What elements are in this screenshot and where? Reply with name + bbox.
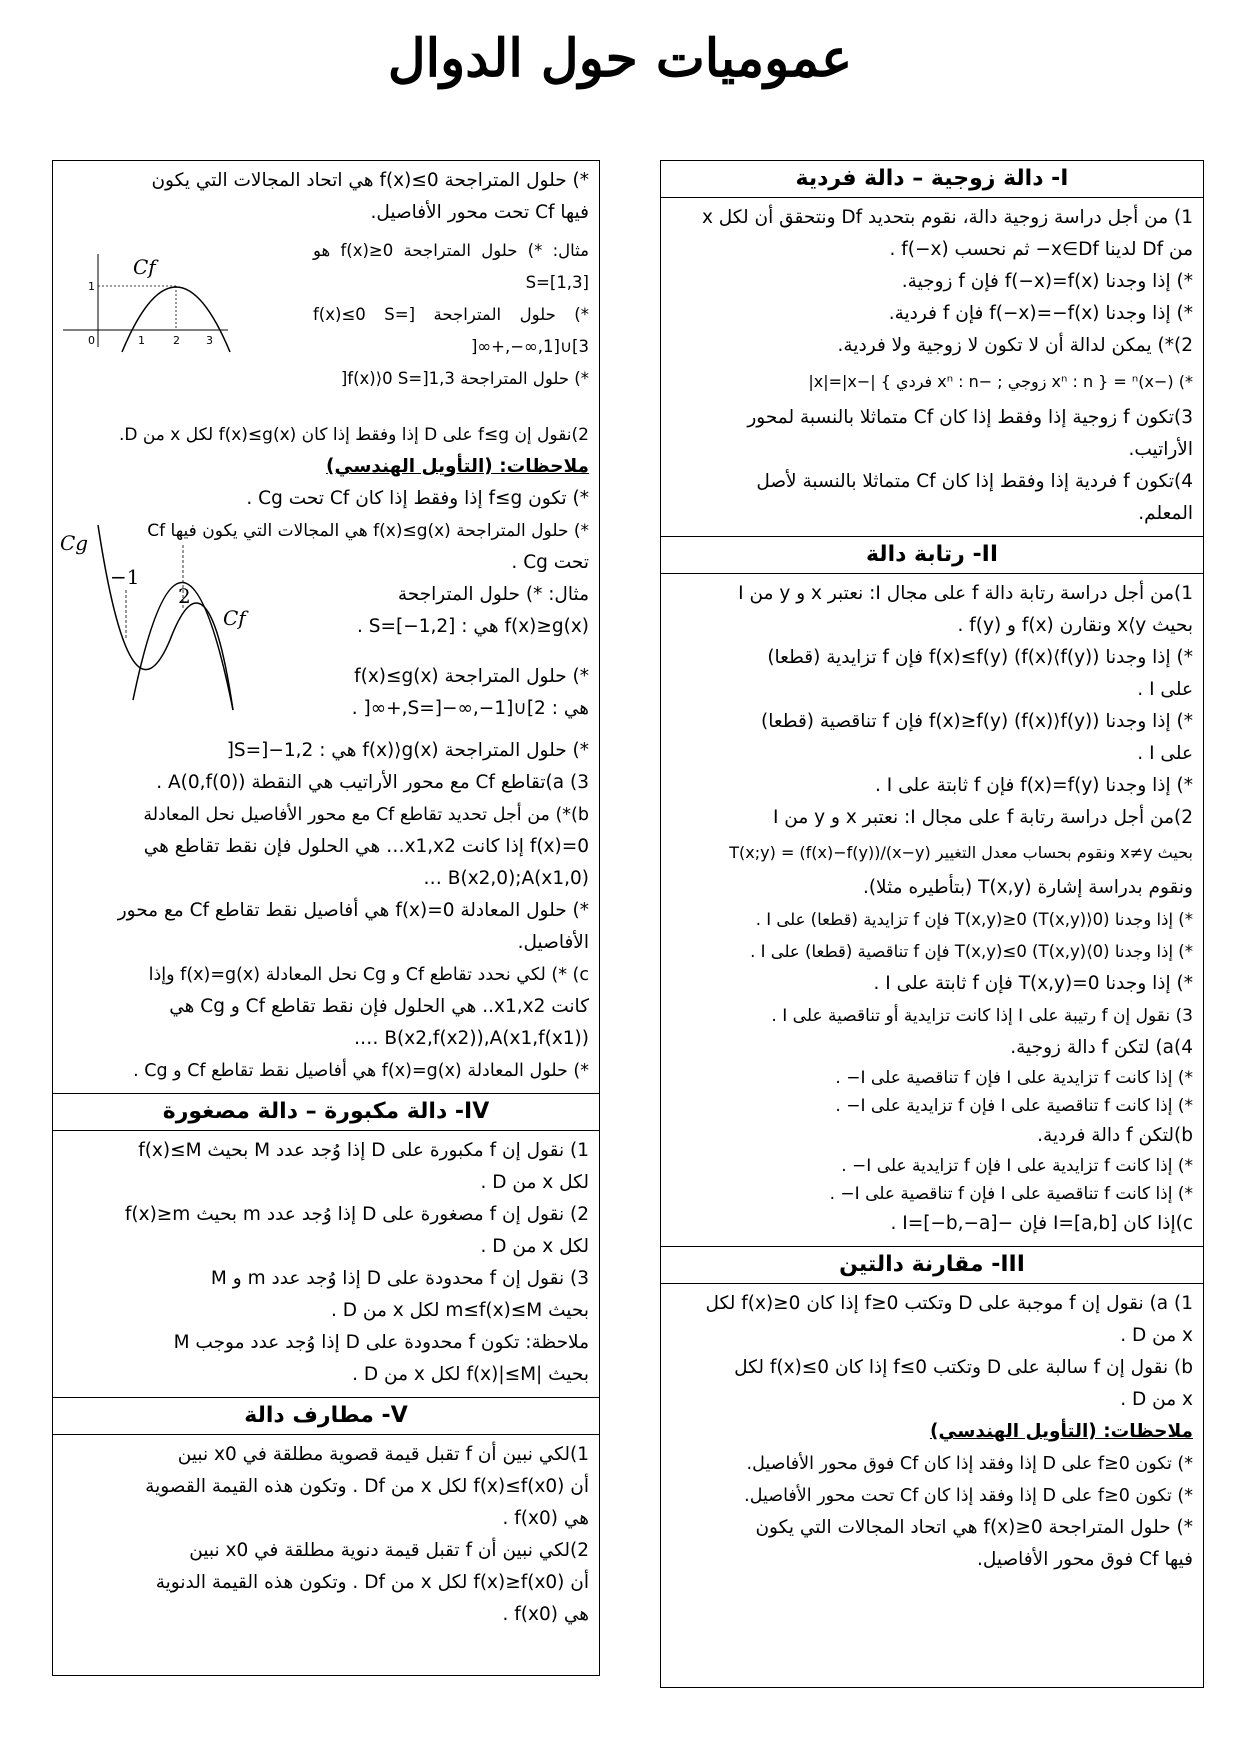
- text-line: على I .: [1137, 679, 1193, 700]
- text-line: b)*) من أجل تحديد تقاطع Cf مع محور الأفاصيل نحل المعادلة: [143, 805, 589, 825]
- section-header-bounded: IV- دالة مكبورة – دالة مصغورة: [53, 1093, 599, 1131]
- text-line: ملاحظات: (التأويل الهندسي): [326, 456, 589, 477]
- text-line: هي : S=]−∞,−1]∪[2,+∞[ .: [351, 698, 589, 719]
- section-bounded: [53, 1131, 599, 1397]
- text-line: *) إذا وجدنا f(−x)=−f(x) فإن f فردية.: [888, 303, 1193, 324]
- parabola-figure: [58, 252, 233, 357]
- text-line: *) حلول المتراجحة f(x)⟩g(x) هي : S=]−1,2[: [226, 740, 589, 761]
- section-monotonicity: [661, 574, 1203, 1246]
- text-line: *) حلول المعادلة f(x)=0 هي أفاصيل نقط تقاطع Cf مع محور: [117, 900, 589, 921]
- section-comparison: [661, 1284, 1203, 1582]
- text-line: *) حلول المتراجحة f(x)≤0 S=]−∞,1]∪[3,+∞[: [313, 305, 589, 356]
- text-line: 2)من أجل دراسة رتابة f على مجال I: نعتبر x و y من I: [772, 807, 1193, 828]
- tick-x1: 1: [138, 334, 145, 347]
- text-line: *) حلول المعادلة f(x)=g(x) هي أفاصيل نقط تقاطع Cf و Cg .: [133, 1061, 589, 1081]
- text-line: ونقوم بدراسة إشارة T(x,y) (بتأطيره مثلا).: [862, 877, 1193, 898]
- text-line: كانت x1,x2.. هي الحلول فإن نقط تقاطع Cf و Cg هي: [169, 996, 589, 1017]
- curve-label: Cf: [133, 255, 156, 279]
- text-line: بحيث |f(x)|≤M لكل x من D .: [352, 1364, 589, 1385]
- text-line: c) *) لكي نحدد تقاطع Cf و Cg نحل المعادلة f(x)=g(x) وإذا: [148, 965, 589, 985]
- curves-comparison-figure: [58, 520, 278, 720]
- section-header-comparison: III- مقارنة دالتين: [661, 1246, 1203, 1284]
- section-header-extrema: V- مطارف دالة: [53, 1397, 599, 1435]
- text-line: 3)تكون f زوجية إذا وفقط إذا كان Cf متماثلا بالنسبة لمحور: [747, 407, 1193, 428]
- text-line: لكل x من D .: [480, 1172, 589, 1193]
- text-line: الأفاصيل.: [517, 932, 589, 953]
- text-line: من Df لدينا x∈Df− ثم نحسب f(−x) .: [889, 239, 1193, 260]
- label-cf: Cf: [223, 606, 246, 630]
- text-line: f(x)≥g(x) هي : S=[−1,2] .: [357, 616, 589, 637]
- text-line: B(x2,f(x2)),A(x1,f(x1)) ….: [354, 1028, 589, 1049]
- text-line: هي f(x0) .: [502, 1508, 589, 1529]
- section-even-odd: [661, 198, 1203, 536]
- text-line: *) حلول المتراجحة f(x)⟩0 S=]1,3[: [340, 369, 589, 388]
- text-line: 1) a) نقول إن f موجبة على D وتكتب f≥0 إذا كان f(x)≥0 لكل: [705, 1293, 1193, 1314]
- text-line: 3) a)تقاطع Cf مع محور الأراتيب هي النقطة A(0,f(0)) .: [156, 772, 589, 793]
- text-line: *) إذا كانت f تزايدية على I فإن f تناقصية على I− .: [835, 1068, 1193, 1088]
- text-line: *) تكون f≥0 على D إذا وفقد إذا كان Cf فوق محور الأفاصيل.: [746, 1454, 1193, 1474]
- text-line: *) إذا وجدنا f(−x)=f(x) فإن f زوجية.: [901, 271, 1193, 292]
- text-line: b) نقول إن f سالبة على D وتكتب f≤0 إذا كان f(x)≤0 لكل: [734, 1357, 1193, 1378]
- text-line: B(x2,0);A(x1,0) …: [423, 868, 589, 889]
- text-line: بحيث x⟨y ونقارن f(x) و f(y) .: [957, 615, 1193, 636]
- text-line: *) إذا وجدنا f(x)=f(y) فإن f ثابتة على I .: [874, 775, 1193, 796]
- text-line: فيها Cf تحت محور الأفاصيل.: [370, 202, 589, 223]
- text-line: ملاحظة: تكون f محدودة على D إذا وُجد عدد موجب M: [173, 1332, 589, 1353]
- text-line: *) إذا وجدنا T(x,y)=0 فإن f ثابتة على I .: [873, 973, 1193, 994]
- text-line: 4)تكون f فردية إذا وفقط إذا كان Cf متماثلا بالنسبة لأصل: [756, 471, 1193, 492]
- text-line: *) (−x)ⁿ = { xⁿ : n زوجي ; −xⁿ : n فردي } |−x|=|x|: [808, 372, 1193, 391]
- text-line: x من D .: [1120, 1389, 1193, 1410]
- text-line: *) إذا كانت f تناقصية على I فإن f تناقصية على I− .: [829, 1184, 1193, 1204]
- text-line: فيها Cf فوق محور الأفاصيل.: [976, 1549, 1193, 1570]
- text-line: f(x)=0 إذا كانت x1,x2… هي الحلول فإن نقط تقاطع هي: [143, 836, 589, 857]
- text-line: تحت Cg .: [511, 552, 589, 573]
- text-line: *) إذا كانت f تزايدية على I فإن f تزايدية على I− .: [841, 1156, 1193, 1176]
- text-line: c)إذا كان I=[a,b] فإن −I=[−b,−a] .: [890, 1213, 1193, 1234]
- text-line: على I .: [1137, 743, 1193, 764]
- text-line: b)لتكن f دالة فردية.: [1037, 1125, 1193, 1146]
- text-line: 2) نقول إن f مصغورة على D إذا وُجد عدد m بحيث f(x)≥m: [124, 1204, 589, 1225]
- text-line: *) تكون f≤g إذا وفقط إذا كان Cf تحت Cg .: [246, 488, 589, 509]
- text-line: أن f(x)≤f(x0) لكل x من Df . وتكون هذه القيمة القصوية: [145, 1476, 589, 1497]
- text-line: 3) نقول إن f محدودة على D إذا وُجد عدد m و M: [210, 1268, 589, 1289]
- tick-x3: 3: [206, 334, 213, 347]
- text-line: مثال: *) حلول المتراجحة f(x)≥0 هو S=[1,3]: [313, 241, 589, 292]
- page-title: عموميات حول الدوال: [387, 28, 853, 89]
- text-line: *) حلول المتراجحة f(x)≤g(x): [354, 666, 589, 687]
- text-line: *) إذا وجدنا f(x)≤f(y) (f(x)⟨f(y)) فإن f تزايدية (قطعا): [767, 647, 1193, 668]
- text-line: 1) من أجل دراسة زوجية دالة، نقوم بتحديد Df ونتحقق أن لكل x: [701, 207, 1193, 228]
- text-line: بحيث x≠y ونقوم بحساب معدل التغيير T(x;y) = (f(x)−f(y))/(x−y): [729, 843, 1193, 862]
- text-line: *) حلول المتراجحة f(x)≤g(x) هي المجالات التي يكون فيها Cf: [147, 521, 589, 541]
- text-line: 4)a) لتكن f دالة زوجية.: [1010, 1037, 1193, 1058]
- text-line: مثال: *) حلول المتراجحة: [397, 584, 589, 605]
- label-cg: Cg: [60, 531, 89, 555]
- tick-x2: 2: [173, 334, 180, 347]
- text-line: المعلم.: [1138, 503, 1193, 524]
- tick-y: 1: [88, 280, 95, 293]
- text-line: 2)*) يمكن لدالة أن لا تكون لا زوجية ولا فردية.: [837, 335, 1193, 356]
- text-line: ملاحظات: (التأويل الهندسي): [930, 1421, 1193, 1442]
- text-line: *) إذا وجدنا f(x)≥f(y) (f(x)⟩f(y)) فإن f تناقصية (قطعا): [760, 711, 1193, 732]
- text-line: 2)نقول إن f≤g على D إذا وفقط إذا كان f(x)≤g(x) لكل x من D.: [118, 425, 589, 445]
- text-line: *) تكون f≥0 على D إذا وفقد إذا كان Cf تحت محور الأفاصيل.: [744, 1486, 1193, 1506]
- text-line: *) حلول المتراجحة f(x)≥0 هي اتحاد المجالات التي يكون: [755, 1517, 1193, 1538]
- section-header-monotonicity: II- رتابة دالة: [661, 536, 1203, 574]
- text-line: *) حلول المتراجحة f(x)≤0 هي اتحاد المجالات التي يكون: [151, 170, 589, 191]
- section-header-even-odd: I- دالة زوجية – دالة فردية: [661, 161, 1203, 198]
- text-line: *) إذا وجدنا T(x,y)≥0 (T(x,y)⟩0) فإن f تزايدية (قطعا) على I .: [755, 910, 1193, 929]
- text-line: x من D .: [1120, 1325, 1193, 1346]
- text-line: الأراتيب.: [1128, 439, 1193, 460]
- curve-cg: [98, 525, 233, 710]
- text-line: 1)من أجل دراسة رتابة دالة f على مجال I: نعتبر x و y من I: [738, 583, 1193, 604]
- tick-minus-one: −1: [110, 565, 140, 589]
- text-line: أن f(x)≥f(x0) لكل x من Df . وتكون هذه القيمة الدنوية: [155, 1572, 589, 1593]
- text-line: *) إذا كانت f تناقصية على I فإن f تزايدية على I− .: [835, 1096, 1193, 1116]
- text-line: 2)لكي نبين أن f تقبل قيمة دنوية مطلقة في x0 نبين: [189, 1540, 589, 1561]
- text-line: 3) نقول إن f رتيبة على I إذا كانت تزايدية أو تناقصية على I .: [771, 1006, 1193, 1026]
- tick-two: 2: [178, 584, 191, 608]
- tick-x0: 0: [88, 334, 95, 347]
- text-line: هي f(x0) .: [502, 1604, 589, 1625]
- section-extrema: [53, 1435, 599, 1637]
- right-column: [660, 160, 1204, 1688]
- left-column: [52, 160, 600, 1676]
- text-line: بحيث m≤f(x)≤M لكل x من D .: [331, 1300, 589, 1321]
- text-line: *) إذا وجدنا T(x,y)≤0 (T(x,y)⟨0) فإن f تناقصية (قطعا) على I .: [750, 942, 1193, 961]
- text-line: لكل x من D .: [480, 1236, 589, 1257]
- text-line: 1) نقول إن f مكبورة على D إذا وُجد عدد M بحيث f(x)≤M: [138, 1140, 589, 1161]
- text-line: 1)لكي نبين أن f تقبل قيمة قصوية مطلقة في x0 نبين: [177, 1444, 589, 1465]
